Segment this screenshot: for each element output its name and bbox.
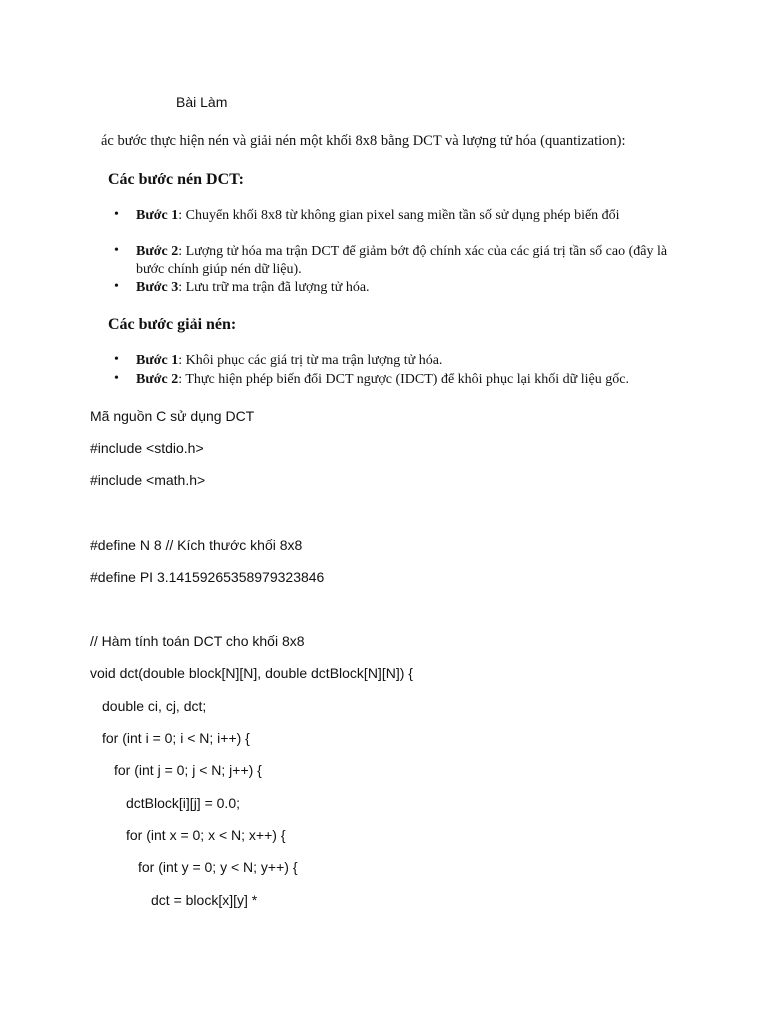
code-line: double ci, cj, dct; — [102, 698, 207, 714]
bullet-icon: • — [114, 279, 119, 294]
step-label: Bước 3 — [136, 280, 179, 295]
code-line: for (int j = 0; j < N; j++) { — [114, 762, 262, 778]
step-text: : Khôi phục các giá trị từ ma trận lượng tử hóa. — [178, 353, 443, 368]
code-line: #include <stdio.h> — [90, 440, 204, 456]
step-text: : Lượng tử hóa ma trận DCT để giảm bớt độ chính xác của các giá trị tần số cao (đây là bước chính giúp nén dữ liệu). — [136, 244, 668, 277]
code-line: for (int i = 0; i < N; i++) { — [102, 730, 250, 746]
code-heading: Mã nguồn C sử dụng DCT — [90, 408, 255, 424]
step-label: Bước 1 — [136, 208, 179, 223]
code-line: #define N 8 // Kích thước khối 8x8 — [90, 537, 303, 553]
bullet-icon: • — [114, 243, 119, 258]
intro-paragraph: ác bước thực hiện nén và giải nén một khối 8x8 bằng DCT và lượng tử hóa (quantization): — [101, 133, 626, 149]
compress-step-1 — [136, 207, 696, 225]
step-text: : Chuyển khối 8x8 từ không gian pixel sang miền tần số sử dụng phép biến đổi — [178, 208, 620, 223]
code-line: dct = block[x][y] * — [151, 892, 258, 908]
code-line: #include <math.h> — [90, 472, 206, 488]
code-line: // Hàm tính toán DCT cho khối 8x8 — [90, 633, 305, 649]
code-line: for (int y = 0; y < N; y++) { — [138, 859, 298, 875]
compress-step-2 — [136, 243, 676, 279]
bullet-icon: • — [114, 352, 119, 367]
step-label: Bước 2 — [136, 372, 179, 387]
code-line: for (int x = 0; x < N; x++) { — [126, 827, 286, 843]
compress-step-3 — [136, 279, 696, 297]
step-label: Bước 2 — [136, 244, 179, 259]
step-label: Bước 1 — [136, 353, 179, 368]
bullet-icon: • — [114, 207, 119, 222]
decompress-heading: Các bước giải nén: — [108, 316, 237, 333]
step-text: : Thực hiện phép biến đổi DCT ngược (IDCT) để khôi phục lại khối dữ liệu gốc. — [178, 372, 629, 387]
page-title: Bài Làm — [176, 94, 228, 110]
compress-heading: Các bước nén DCT: — [108, 171, 244, 188]
decompress-step-1 — [136, 352, 696, 370]
bullet-icon: • — [114, 371, 119, 386]
code-line: #define PI 3.14159265358979323846 — [90, 569, 325, 585]
step-text: : Lưu trữ ma trận đã lượng tử hóa. — [178, 280, 370, 295]
code-line: dctBlock[i][j] = 0.0; — [126, 795, 240, 811]
decompress-step-2 — [136, 371, 736, 389]
code-line: void dct(double block[N][N], double dctBlock[N][N]) { — [90, 665, 413, 681]
